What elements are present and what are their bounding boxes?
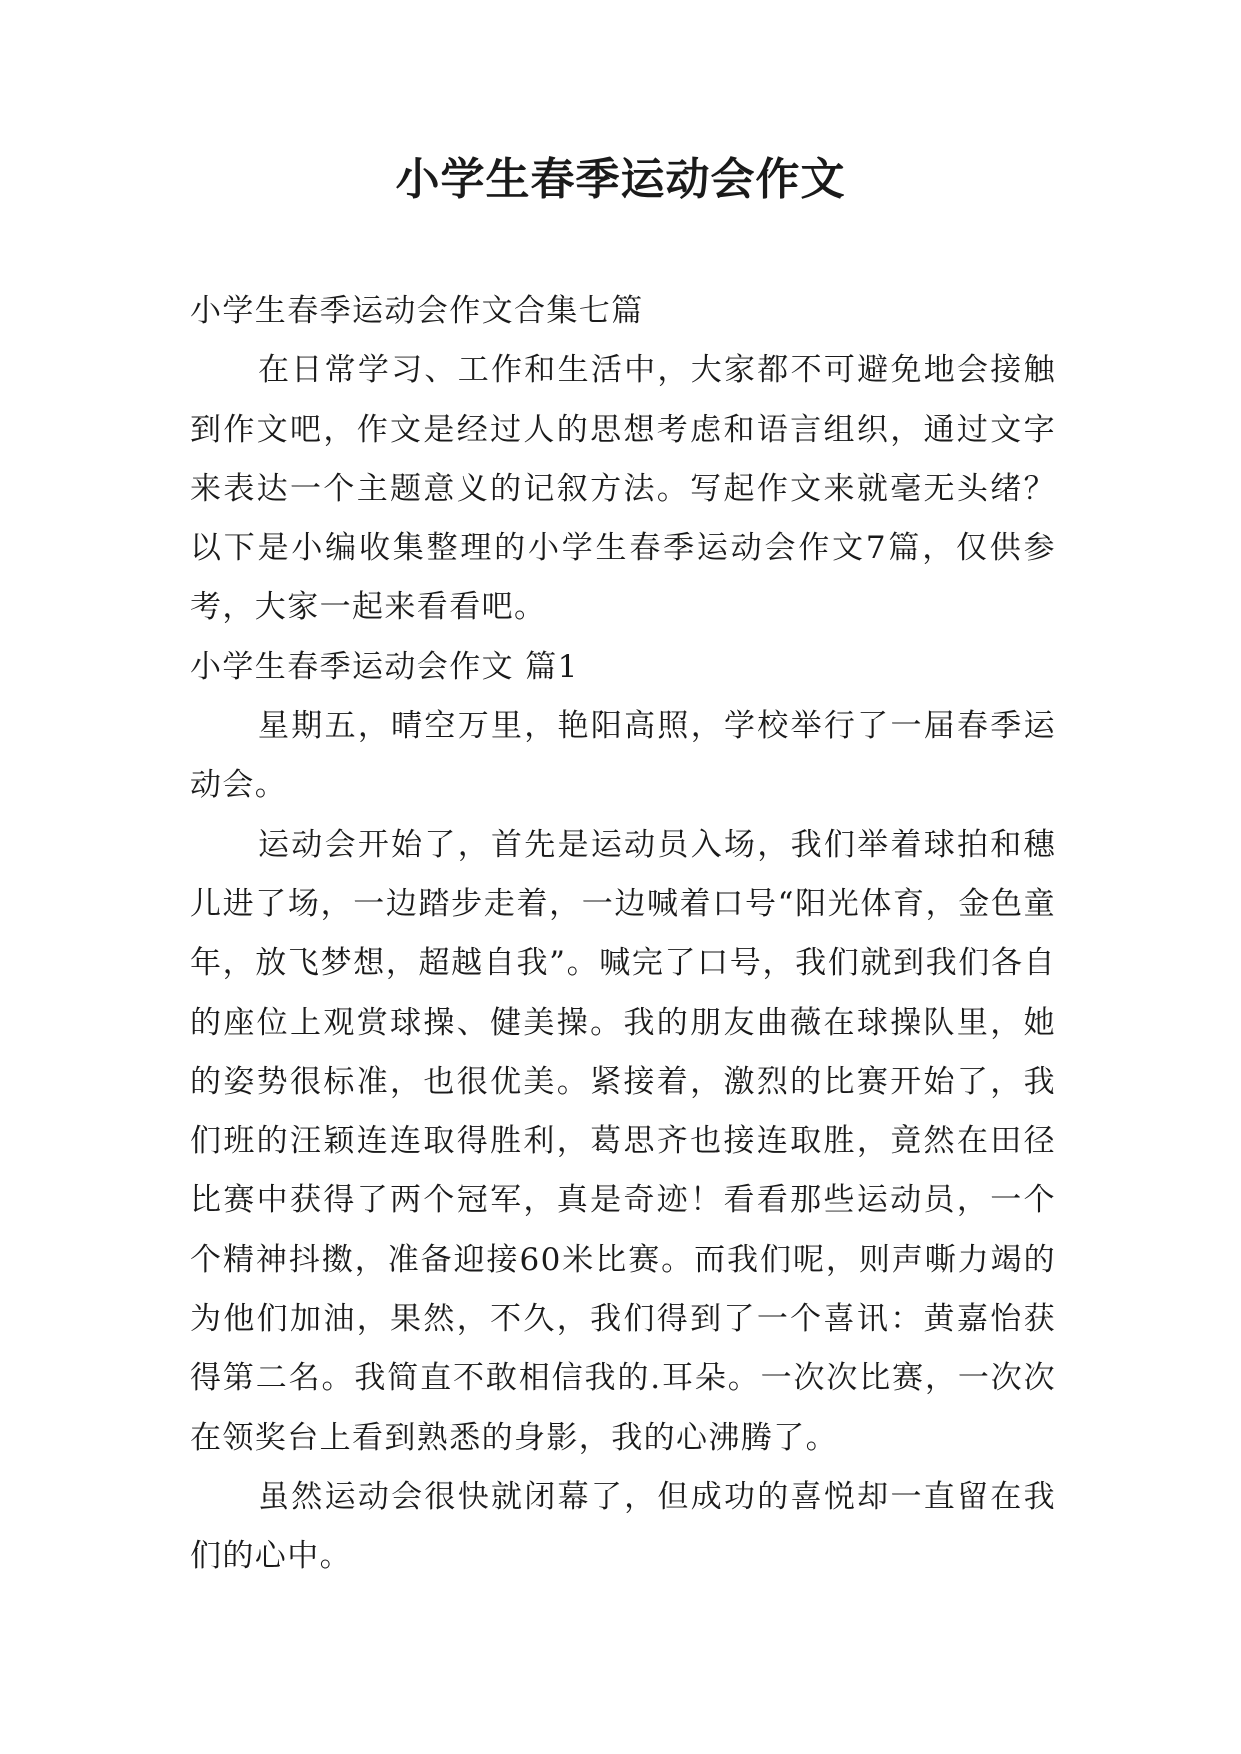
document-body <box>190 282 1056 1587</box>
body-paragraph: 星期五，晴空万里，艳阳高照，学校举行了一届春季运动会。 <box>190 708 1056 804</box>
body-paragraph: 运动会开始了，首先是运动员入场，我们举着球拍和穗儿进了场，一边踏步走着，一边喊着口号“阳光体育，金色童年，放飞梦想，超越自我”。喊完了口号，我们就到我们各自的座位上观赏球操、健美操。我的朋友曲薇在球操队里，她的姿势很标准，也很优美。紧接着，激烈的比赛开始了，我们班的汪颖连连取得胜利，葛思齐也接连取胜，竟然在田径比赛中获得了两个冠军，真是奇迹！看看那些运动员，一个个精神抖擞，准备迎接60米比赛。而我们呢，则声嘶力竭的为他们加油，果然，不久，我们得到了一个喜讯：黄嘉怡获得第二名。我简直不敢相信我的.耳朵。一次次比赛，一次次在领奖台上看到熟悉的身影，我的心沸腾了。 <box>190 826 1056 1456</box>
document-title: 小学生春季运动会作文 <box>395 154 846 205</box>
intro-paragraph: 在日常学习、工作和生活中，大家都不可避免地会接触到作文吧，作文是经过人的思想考虑和语言组织，通过文字来表达一个主题意义的记叙方法。写起作文来就毫无头绪？以下是小编收集整理的小学生春季运动会作文7篇，仅供参考，大家一起来看看吧。 <box>190 352 1056 626</box>
document-subtitle: 小学生春季运动会作文合集七篇 <box>190 293 644 329</box>
section-heading: 小学生春季运动会作文 篇1 <box>190 648 579 685</box>
body-paragraph: 虽然运动会很快就闭幕了，但成功的喜悦却一直留在我们的心中。 <box>190 1478 1056 1575</box>
